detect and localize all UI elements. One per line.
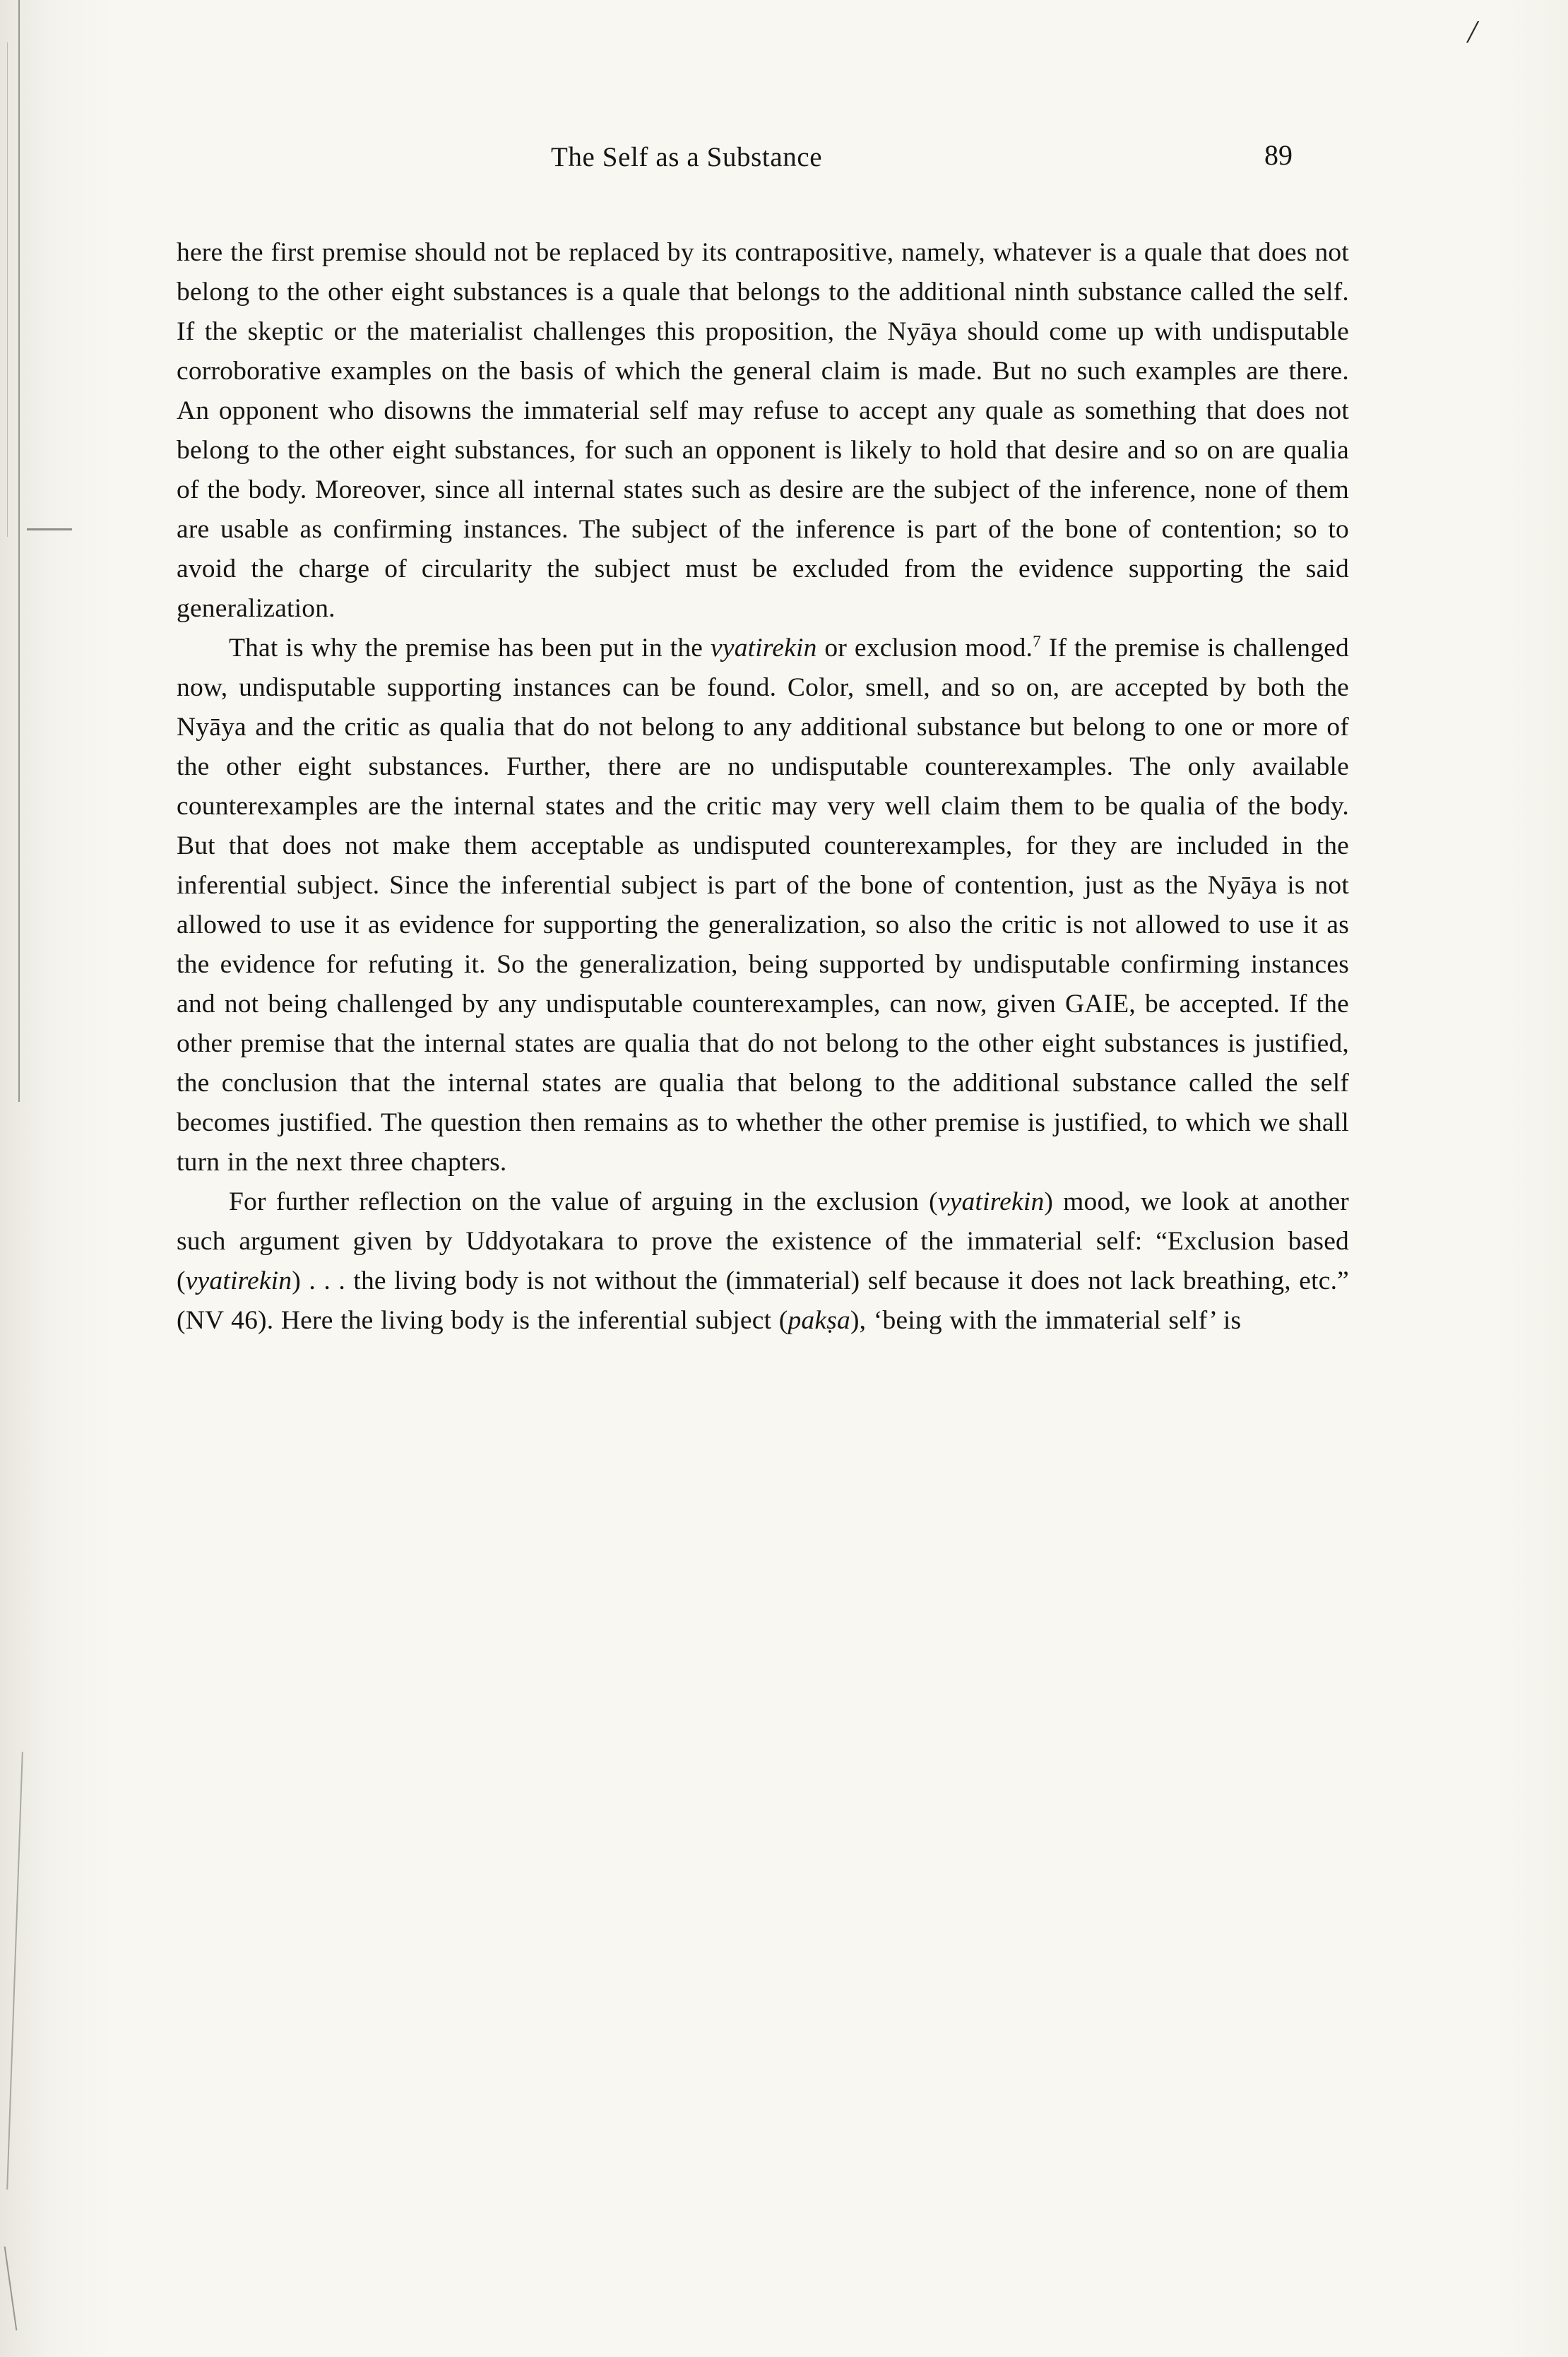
text-run: If the premise is challenged now, undisputable supporting instances can be found. Color, smell, and so on, are accepted by both the Nyāya and the critic as qualia that do not belong to any additional substance but belong to one or more of the other eight substances. Further, there are no undisputable counterexamples. The only available counterexamples are the internal states and the critic may very well claim them to be qualia of the body. But that does not make them acceptable as undisputed counterexamples, for they are included in the inferential subject. Since the inferential subject is part of the bone of contention, just as the Nyāya is not allowed to use it as evidence for supporting the generalization, so also the critic is not allowed to use it as the evidence for refuting it. So the generalization, being supported by undisputable confirming instances and not being challenged by any undisputable counterexamples, can now, given GAIE, be accepted. If the other premise that the internal states are qualia that do not belong to the other eight substances is justified, the conclusion that the internal states are qualia that belong to the additional substance called the self becomes justified. The question then remains as to whether the other premise is justified, to which we shall turn in the next three chapters. <box>177 634 1349 1177</box>
text-run: here the first premise should not be replaced by its contrapositive, namely, whatever is a quale that does not belong to the other eight substances is a quale that belongs to the additional ninth substance called the self. If the skeptic or the materialist challenges this proposition, the Nyāya should come up with undisputable corroborative examples on the basis of which the general claim is made. But no such examples are there. An opponent who disowns the immaterial self may refuse to accept any quale as something that does not belong to the other eight substances, for such an opponent is likely to hold that desire and so on are qualia of the body. Moreover, since all internal states such as desire are the subject of the inference, none of them are usable as confirming instances. The subject of the inference is part of the bone of contention; so to avoid the charge of circularity the subject must be excluded from the evidence supporting the said generalization. <box>177 238 1349 623</box>
italic-term: vyatirekin <box>937 1187 1045 1216</box>
italic-term: pakṣa <box>788 1306 850 1335</box>
scan-binding-line <box>7 42 8 537</box>
scan-binding-line <box>18 0 20 1102</box>
italic-term: vyatirekin <box>185 1266 292 1295</box>
text-run: ) . . . the living body is not without the (immaterial) self because it does not lack breathing, etc.” (NV 46). Here the living body is the inferential subject ( <box>177 1266 1349 1335</box>
margin-dash-mark <box>27 528 72 530</box>
italic-term: vyatirekin <box>711 634 817 663</box>
body-text <box>177 233 1349 1341</box>
scan-edge-mark <box>4 2246 18 2330</box>
text-run: ), ‘being with the immaterial self’ is <box>850 1306 1242 1335</box>
scan-binding-line <box>6 1752 23 2190</box>
text-run: or exclusion mood. <box>816 634 1033 663</box>
corner-slash-mark: / <box>1468 13 1477 49</box>
text-run: For further reflection on the value of arguing in the exclusion ( <box>229 1187 938 1216</box>
body-paragraph <box>177 1182 1349 1341</box>
text-run: That is why the premise has been put in the <box>229 634 711 663</box>
body-paragraph <box>177 233 1349 629</box>
footnote-ref-7: 7 <box>1033 632 1041 651</box>
page-header <box>0 0 1568 172</box>
running-head-title: The Self as a Substance <box>551 142 823 172</box>
text-run: ) mood, we look at another such argument given by Uddyotakara to prove the existence of the immaterial self: “Exclusion based ( <box>177 1187 1349 1295</box>
page-number: 89 <box>1264 139 1293 171</box>
body-paragraph <box>177 629 1349 1182</box>
